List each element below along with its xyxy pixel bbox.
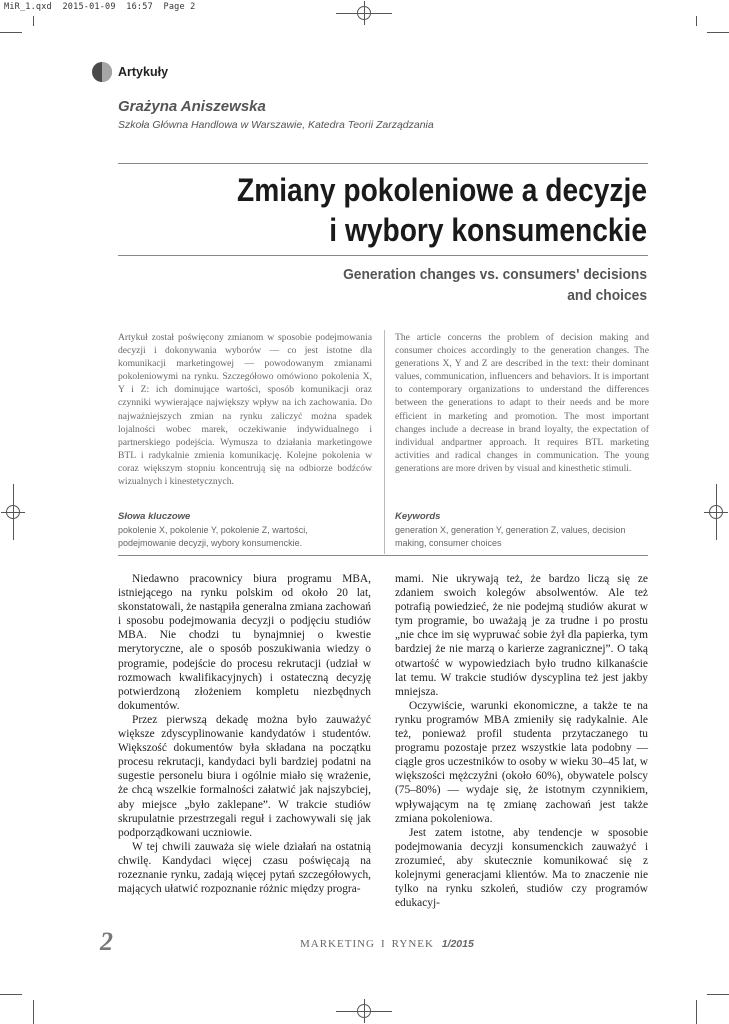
article-subtitle bbox=[261, 264, 647, 306]
crop-mark-top-left-v bbox=[33, 16, 34, 26]
section-header bbox=[92, 62, 168, 82]
article-subtitle-line-2: and choices bbox=[567, 287, 647, 304]
article-title-line-1: Zmiany pokoleniowe a decyzje bbox=[236, 172, 647, 208]
crop-mark-top-right-h bbox=[707, 32, 729, 33]
rule-below-abstract bbox=[118, 555, 648, 556]
article-title-line-2: i wybory konsumenckie bbox=[329, 212, 647, 248]
article-title bbox=[154, 170, 647, 250]
journal-name-separator: I bbox=[381, 938, 386, 950]
body-paragraph: Niedawno pracownicy biura programu MBA, istniejącego na rynku polskim od około 20 lat, skonstatowali, że nastąpiła generalna zmiana zachowań i sposobu podejmowania decyzji o podjęciu studiów MBA. Nie chodzi tu bynajmniej o kwestie merytoryczne, ale o sposób poszukiwania wiedzy o programie, podejście do procesu rekrutacji (udział w rozmowach kwalifikacyjnych) i ostateczną decyzję potwierdzoną złożeniem kompletu niezbędnych dokumentów. bbox=[118, 573, 372, 712]
body-paragraph: W tej chwili zauważa się wiele działań na ostatnią chwilę. Kandydaci więcej czasu poświęcają na rozeznanie rynku, zadają więcej pytań szczegółowych, mających ułatwić rozpoznanie różnic między progra- bbox=[118, 840, 371, 896]
abstract-polish: Artykuł został poświęcony zmianom w sposobie podejmowania decyzji i dokonywania wyborów — co jest istotne dla komunikacji marketingowej — powodowanym zmianami pokoleniowymi na rynku. Szczegółowo omówiono pokolenia X, Y i Z: ich dominujące wartości, sposób komunikacji oraz czynniki wywierające największy wpływ na ich zachowania. Do najważniejszych zmian na rynku zaliczyć można spadek lojalności wobec marek, oczekiwanie indywidualnego i partnerskiego podejścia. Wymusza to działania marketingowe BTL i radykalnie zmienia komunikację. Kolejne pokolenia w coraz większym stopniu koncentrują się na odbiorze bodźców wizualnych i kinestetycznych. bbox=[118, 332, 372, 488]
keywords-polish-heading: Słowa kluczowe bbox=[118, 511, 191, 522]
body-paragraph: Przez pierwszą dekadę można było zauważyć większe zdyscyplinowanie kandydatów i studentów. Większość dokumentów była składana na początku procesu rekrutacji, kandydaci byli bardziej podatni na sugestie personelu biura i ogólnie miało się wrażenie, że chcą wszelkie formalności załatwić jak najszybciej, aby miejsce „było zaklepane”. W trakcie studiów skrupulatnie przestrzegali reguł i zachowywali się jak podporządkowani uczniowie. bbox=[118, 713, 371, 839]
author-affiliation: Szkoła Główna Handlowa w Warszawie, Katedra Teorii Zarządzania bbox=[118, 119, 434, 131]
keywords-english-heading: Keywords bbox=[395, 511, 441, 522]
rule-above-title bbox=[118, 163, 648, 164]
print-slug: MiR_1.qxd 2015-01-09 16:57 Page 2 bbox=[4, 2, 196, 12]
body-paragraph: Oczywiście, warunki ekonomiczne, a także te na rynku programów MBA zmieniły się radykalnie. Ale też, ponieważ profil studenta przytaczanego tu programu pozostaje przez wszystkie lata podobny — ciągle gros uczestników to osoby w wieku 30–45 lat, w większości mężczyźni (około 60%), obywatele polscy (75–80%) — wydaje się, że istotnym czynnikiem, wpływającym na tę zmianę zachowań jest także zmiana pokoleniowa. bbox=[395, 699, 648, 825]
journal-name-part-2: RYNEK bbox=[391, 938, 434, 950]
abstract-column-divider bbox=[384, 330, 385, 554]
body-column-right bbox=[395, 572, 648, 910]
page-number: 2 bbox=[100, 927, 113, 956]
journal-issue: 1/2015 bbox=[441, 938, 474, 950]
journal-footer bbox=[300, 938, 474, 950]
keywords-english-text: generation X, generation Y, generation Z, values, decision making, consumer choices bbox=[395, 525, 626, 548]
crop-mark-bottom-right-v bbox=[696, 1000, 697, 1024]
author-name: Grażyna Aniszewska bbox=[118, 98, 266, 115]
body-column-left bbox=[118, 572, 371, 896]
rule-below-title bbox=[118, 255, 648, 256]
abstract-english: The article concerns the problem of decision making and consumer choices accordingly to the generation changes. The generations X, Y and Z are described in the text: their dominant values, communication, influencers and behaviors. It is important to contemporary organizations to understand the differences between the generations to adapt to their needs and be more efficient in marketing and promotion. The most important changes include a decrease in brand loyalty, the expectation of individual andpartner approach. It requires BTL marketing activities and radical changes in communication. The young generations are more driven by visual and kinesthetic stimuli. bbox=[395, 332, 649, 474]
section-logo-icon bbox=[92, 62, 112, 82]
registration-line-left bbox=[13, 484, 14, 540]
crop-mark-bottom-left-v bbox=[33, 1000, 34, 1024]
article-subtitle-line-1: Generation changes vs. consumers' decisions bbox=[343, 266, 647, 283]
journal-name-part-1: MARKETING bbox=[300, 938, 375, 950]
crop-mark-top-right-v bbox=[696, 16, 697, 26]
registration-line-top bbox=[336, 13, 392, 14]
body-paragraph: Jest zatem istotne, aby tendencje w sposobie podejmowania decyzji konsumenckich zauważyć i zrozumieć, aby skutecznie komunikować się z kolejnymi generacjami klientów. Ma to znaczenie nie tylko na rynku szkoleń, studiów czy programów edukacyj- bbox=[395, 826, 648, 910]
registration-line-right bbox=[716, 484, 717, 540]
crop-mark-bottom-right-h bbox=[707, 994, 729, 995]
section-label: Artykuły bbox=[118, 65, 169, 79]
crop-mark-top-left-h bbox=[0, 32, 22, 33]
registration-line-bottom bbox=[336, 1011, 392, 1012]
body-paragraph: mami. Nie ukrywają też, że bardzo liczą się ze zdaniem swoich kolegów absolwentów. Ale też potrafią powiedzieć, że nie podejmą studiów akurat w tym programie, bo uważają je za trudne i po prostu „nie chce im się wypruwać sobie żył dla papierka, tym bardziej że nie marzą o karierze zagranicznej”. O taką otwartość w wypowiedziach było trudno kilkanaście lat temu. W trakcie studiów dyscyplina też jest jakby mniejsza. bbox=[395, 573, 648, 698]
crop-mark-bottom-left-h bbox=[0, 994, 22, 995]
keywords-polish-text: pokolenie X, pokolenie Y, pokolenie Z, wartości, podejmowanie decyzji, wybory konsumenckie. bbox=[118, 525, 308, 548]
